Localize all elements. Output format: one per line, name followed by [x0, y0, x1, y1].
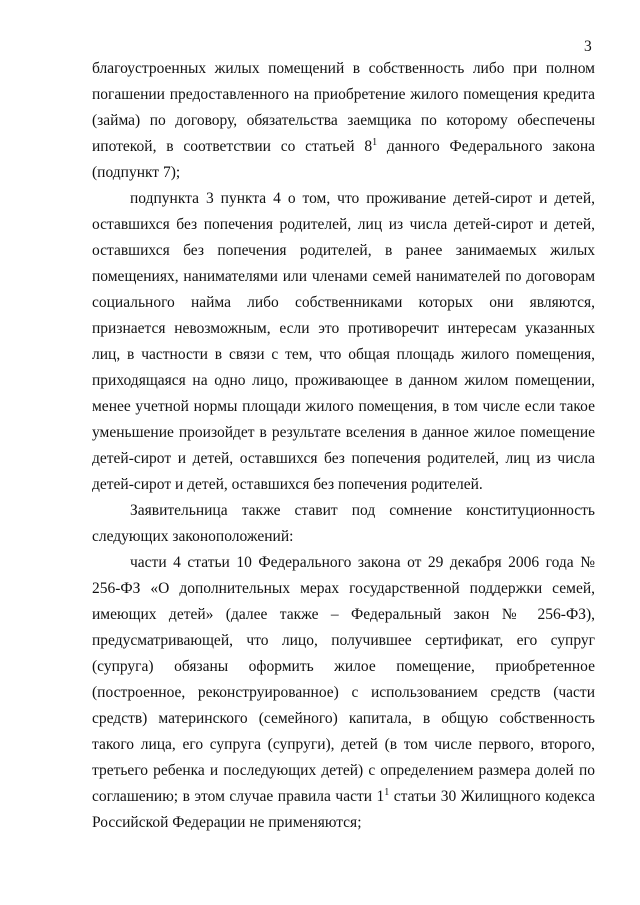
paragraph-text: благоустроенных жилых помещений в собственность либо при полном погашении предоставленного на приобретение жилого помещения кредита (займа) по договору, обязательства заемщика по которому обеспечены ипотекой, в соответствии со статьей 8 [92, 60, 595, 155]
paragraph-subpoint-3: подпункта 3 пункта 4 о том, что проживание детей-сирот и детей, оставшихся без попечения родителей, лиц из числа детей-сирот и детей, оставшихся без попечения родителей, в ранее занимаемых жилых помещениях, нанимателями или членами семей нанимателей по договорам социального найма либо собственниками которых они являются, признается невозможным, если это противоречит интересам указанных лиц, в частности в связи с тем, что общая площадь жилого помещения, приходящаяся на одно лицо, проживающее в данном жилом помещении, менее учетной нормы площади жилого помещения, в том числе если такое уменьшение произойдет в результате вселения в данное жилое помещение детей-сирот и детей, оставшихся без попечения родителей, лиц из числа детей-сирот и детей, оставшихся без попечения родителей. [92, 190, 595, 493]
superscript: 1 [372, 136, 378, 148]
paragraph-article-10 [92, 550, 595, 836]
paragraph-text: статьи 30 Жилищного кодекса Российской Федерации не применяются; [92, 788, 596, 831]
paragraph-text: части 4 статьи 10 Федерального закона от 29 декабря 2006 года № 256-ФЗ «О дополнительных мерах государственной поддержки семей, имеющих детей» (далее также – Федеральный закон № 256-ФЗ), предусматривающей, что лицо, получившее сертификат, его супруг (супруга) обязаны оформить жилое помещение, приобретенное (построенное, реконструированное) с использованием средств (части средств) материнского (семейного) капитала, в общую собственность такого лица, его супруга (супруги), детей (в том числе первого, второго, третьего ребенка и последующих детей) с определением размера долей по соглашению; в этом случае правила части 1 [92, 554, 595, 805]
paragraph-text: данного Федерального закона (подпункт 7); [92, 138, 595, 181]
page-number: 3 [584, 38, 592, 55]
document-body [92, 56, 595, 836]
paragraph-applicant-doubts: Заявительница также ставит под сомнение конституционность следующих законоположений: [92, 502, 595, 545]
superscript: 1 [384, 786, 390, 798]
paragraph-continuation [92, 56, 595, 186]
